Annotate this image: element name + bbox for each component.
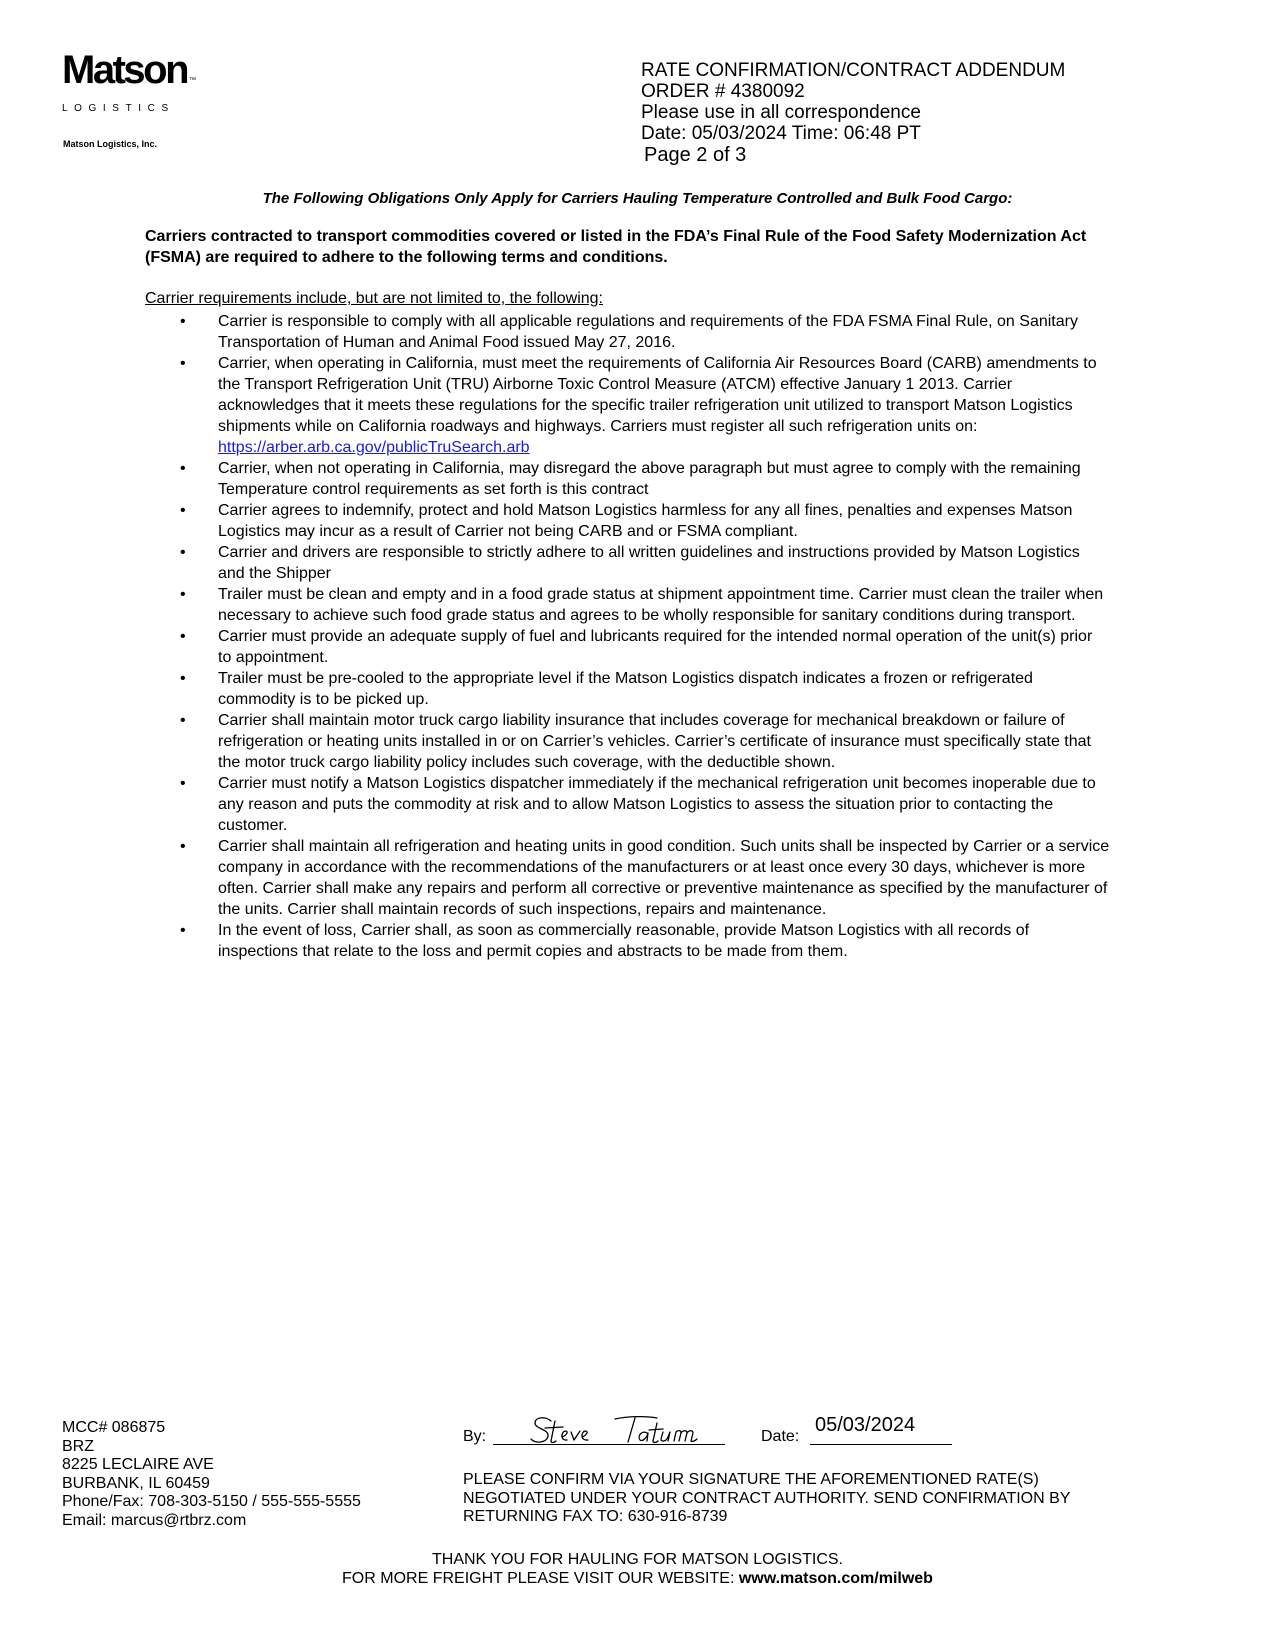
bullet: • bbox=[180, 460, 186, 477]
thank-you-note bbox=[0, 1550, 1275, 1588]
fsma-intro: Carriers contracted to transport commodities covered or listed in the FDA’s Final Rule of the Food Safety Modernization Act (FSMA) are required to adhere to the following terms and conditions. bbox=[145, 228, 1087, 266]
bullet: • bbox=[180, 922, 186, 939]
list-item: • Carrier, when operating in California, must meet the requirements of California Air Resources Board (CARB) amendments to the Transport Refrigeration Unit (TRU) Airborne Toxic Control Measure (ATCM) effective January 1 2013. Carrier acknowledges that it meets these regulations for the specific trailer refrigeration unit utilized to transport Matson Logistics shipments while on California roadways and highways. Carriers must register all such refrigeration units on: https://arber.arb.ca.gov/publicTruSearch.arb bbox=[180, 355, 1097, 456]
by-label: By: bbox=[463, 1428, 487, 1445]
bullet: • bbox=[180, 313, 186, 330]
list-item: • Carrier agrees to indemnify, protect and hold Matson Logistics harmless for any all fines, penalties and expenses Matson Logistics may incur as a result of Carrier not being CARB and or FSMA compliant. bbox=[180, 502, 1073, 540]
list-item: • Carrier must notify a Matson Logistics dispatcher immediately if the mechanical refrigeration unit becomes inoperable due to any reason and puts the commodity at risk and to allow Matson Logistics to assess the situation prior to contacting the customer. bbox=[180, 775, 1096, 834]
company-name: Matson Logistics, Inc. bbox=[63, 139, 158, 149]
signature-date: 05/03/2024 bbox=[815, 1414, 916, 1436]
confirm-line: RETURNING FAX TO: 630-916-8739 bbox=[463, 1508, 728, 1525]
bullet: • bbox=[180, 502, 186, 519]
bullet: • bbox=[180, 712, 186, 729]
date-label: Date: bbox=[761, 1428, 800, 1445]
carrier-city: BURBANK, IL 60459 bbox=[62, 1474, 210, 1492]
list-item: • Carrier must provide an adequate supply of fuel and lubricants required for the intended normal operation of the unit(s) prior to appointment. bbox=[180, 628, 1093, 666]
logo-wordmark: Matson ™ bbox=[62, 48, 196, 92]
confirm-line: NEGOTIATED UNDER YOUR CONTRACT AUTHORITY. SEND CONFIRMATION BY bbox=[463, 1489, 1071, 1507]
website-line: FOR MORE FREIGHT PLEASE VISIT OUR WEBSITE: www.matson.com/milweb bbox=[342, 1570, 933, 1587]
trademark-symbol: ™ bbox=[189, 77, 196, 84]
carrier-address: 8225 LECLAIRE AVE bbox=[62, 1456, 214, 1473]
carrier-phone: Phone/Fax: 708-303-5150 / 555-555-5555 bbox=[62, 1493, 361, 1510]
bullet: • bbox=[180, 838, 186, 855]
list-item: • In the event of loss, Carrier shall, as soon as commercially reasonable, provide Matson Logistics with all records of inspections that relate to the loss and permit copies and abstracts to be made from them. bbox=[180, 922, 1030, 960]
document-title: RATE CONFIRMATION/CONTRACT ADDENDUM bbox=[641, 60, 1066, 81]
bullet: • bbox=[180, 355, 186, 372]
document-header bbox=[641, 60, 1065, 166]
page-number: Page 2 of 3 bbox=[644, 144, 747, 166]
bullet: • bbox=[180, 544, 186, 561]
logo-subtitle: LOGISTICS bbox=[62, 103, 175, 114]
confirm-line: PLEASE CONFIRM VIA YOUR SIGNATURE THE AFOREMENTIONED RATE(S) bbox=[463, 1471, 1039, 1488]
confirmation-instructions bbox=[463, 1471, 1070, 1527]
carrier-name: BRZ bbox=[62, 1437, 94, 1455]
website-url: www.matson.com/milweb bbox=[738, 1570, 933, 1587]
list-item: • Carrier is responsible to comply with all applicable regulations and requirements of the FDA FSMA Final Rule, on Sanitary Transportation of Human and Animal Food issued May 27, 2016. bbox=[180, 313, 1078, 351]
bullet: • bbox=[180, 670, 186, 687]
requirements-list bbox=[145, 311, 1110, 962]
carrier-info bbox=[62, 1419, 361, 1530]
list-item: • Carrier shall maintain motor truck cargo liability insurance that includes coverage for mechanical breakdown or failure of refrigeration or heating units installed in or on Carrier’s vehicles. Carrier’s certificate of insurance must specifically state that the motor truck cargo liability policy includes such coverage, with the deductible shown. bbox=[180, 712, 1091, 771]
document-datetime: Date: 05/03/2024 Time: 06:48 PT bbox=[641, 123, 921, 144]
signature-line bbox=[463, 1414, 983, 1448]
correspondence-note: Please use in all correspondence bbox=[641, 102, 921, 123]
bullet: • bbox=[180, 586, 186, 603]
list-item: • Trailer must be pre-cooled to the appropriate level if the Matson Logistics dispatch indicates a frozen or refrigerated commodity is to be picked up. bbox=[180, 670, 1033, 708]
list-item: • Carrier, when not operating in California, may disregard the above paragraph but must agree to comply with the remaining Temperature control requirements as set forth is this contract bbox=[180, 460, 1081, 498]
bullet: • bbox=[180, 628, 186, 645]
obligations-title: The Following Obligations Only Apply for Carriers Hauling Temperature Controlled and Bulk Food Cargo: bbox=[262, 190, 1013, 207]
requirements-heading: Carrier requirements include, but are not limited to, the following: bbox=[145, 290, 603, 307]
matson-logo bbox=[62, 50, 222, 150]
carrier-mcc: MCC# 086875 bbox=[62, 1419, 166, 1436]
carb-registration-link[interactable]: https://arber.arb.ca.gov/publicTruSearch.arb bbox=[218, 439, 530, 456]
order-number: ORDER # 4380092 bbox=[641, 81, 805, 102]
thank-you-line: THANK YOU FOR HAULING FOR MATSON LOGISTICS. bbox=[431, 1551, 843, 1568]
list-item: • Trailer must be clean and empty and in a food grade status at shipment appointment time. Carrier must clean the trailer when necessary to achieve such food grade status and agrees to be wholly responsible for sanitary conditions during transport. bbox=[180, 586, 1104, 624]
handwritten-signature bbox=[529, 1413, 714, 1449]
bullet: • bbox=[180, 775, 186, 792]
list-item: • Carrier shall maintain all refrigeration and heating units in good condition. Such units shall be inspected by Carrier or a service company in accordance with the recommendations of the manufacturers or at least once every 30 days, whichever is more often. Carrier shall make any repairs and perform all corrective or preventive maintenance as specified by the manufacturer of the units. Carrier shall maintain records of such inspections, repairs and maintenance. bbox=[180, 838, 1110, 918]
carrier-email: Email: marcus@rtbrz.com bbox=[62, 1511, 247, 1529]
list-item: • Carrier and drivers are responsible to strictly adhere to all written guidelines and instructions provided by Matson Logistics and the Shipper bbox=[180, 544, 1080, 582]
